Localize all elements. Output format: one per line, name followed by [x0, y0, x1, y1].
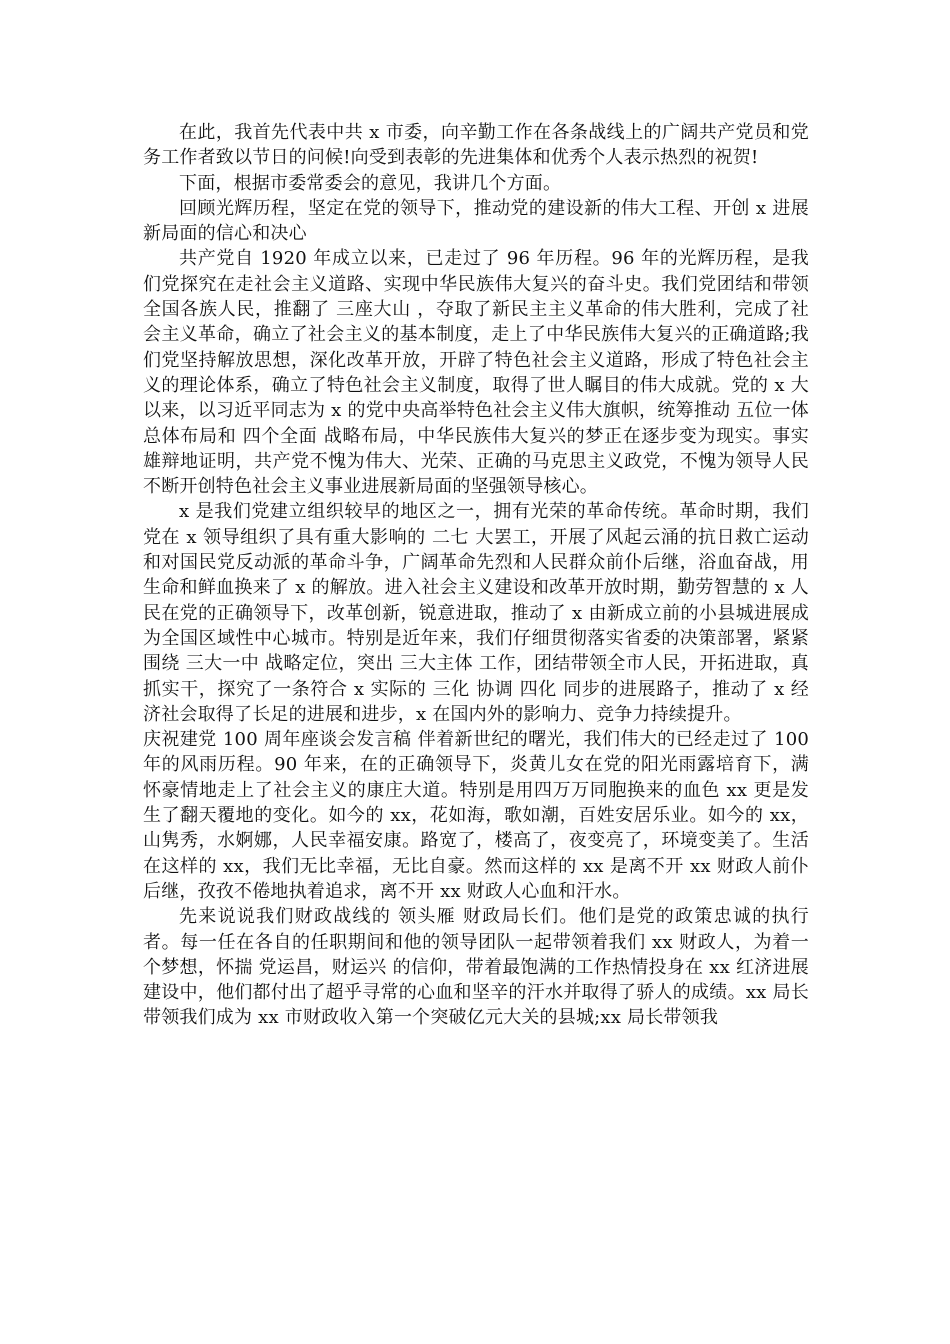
- paragraph-outline: 下面，根据市委常委会的意见，我讲几个方面。: [179, 172, 562, 194]
- paragraph-local-history: x 是我们党建立组织较早的地区之一，拥有光荣的革命传统。革命时期，我们党在 x 领导组织了具有重大影响的 二七 大罢工，开展了风起云涌的抗日救亡运动和对国民党反动派的革命斗争，广阔革命先烈和人民群众前仆后继，浴血奋战，用生命和鲜血换来了 x 的解放。进入社会主义建设和改革开放时期，勤劳智慧的 x 人民在党的正确领导下，改革创新，锐意进取，推动了 x 由新成立前的小县城进展成为全国区域性中心城市。特别是近年来，我们仔细贯彻落实省委的决策部署，紧紧围绕 三大一中 战略定位，突出 三大主体 工作，团结带领全市人民，开拓进取，真抓实干，探究了一条符合 x 实际的 三化 协调 四化 同步的进展路子，推动了 x 经济社会取得了长足的进展和进步，x 在国内外的影响力、竞争力持续提升。: [143, 501, 809, 725]
- paragraph-party-history: 共产党自 1920 年成立以来，已走过了 96 年历程。96 年的光辉历程，是我们党探究在走社会主义道路、实现中华民族伟大复兴的奋斗史。我们党团结和带领全国各族人民，推翻了 三座大山 ，夺取了新民主主义革命的伟大胜利，完成了社会主义革命，确立了社会主义的基本制度，走上了中华民族伟大复兴的正确道路;我们党坚持解放思想，深化改革开放，开辟了特色社会主义道路，形成了特色社会主义的理论体系，确立了特色社会主义制度，取得了世人瞩目的伟大成就。党的 x 大以来，以习近平同志为 x 的党中央高举特色社会主义伟大旗帜，统筹推动 五位一体 总体布局和 四个全面 战略布局，中华民族伟大复兴的梦正在逐步变为现实。事实雄辩地证明，共产党不愧为伟大、光荣、正确的马克思主义政党，不愧为领导人民不断开创特色社会主义事业进展新局面的坚强领导核心。: [143, 248, 809, 498]
- paragraph-centenary: 庆祝建党 100 周年座谈会发言稿 伴着新世纪的曙光，我们伟大的已经走过了 100 年的风雨历程。90 年来，在的正确领导下，炎黄儿女在党的阳光雨露培育下，满怀豪情地走上了社会主义的康庄大道。特别是用四万万同胞换来的血色 xx 更是发生了翻天覆地的变化。如今的 xx，花如海，歌如潮，百姓安居乐业。如今的 xx，山隽秀，水婀娜，人民幸福安康。路宽了，楼高了，夜变亮了，环境变美了。生活在这样的 xx，我们无比幸福，无比自豪。然而这样的 xx 是离不开 xx 财政人前仆后继，孜孜不倦地执着追求，离不开 xx 财政人心血和汗水。: [143, 729, 809, 902]
- paragraph-greeting: 在此，我首先代表中共 x 市委，向辛勤工作在各条战线上的广阔共产党员和党务工作者致以节日的问候!向受到表彰的先进集体和优秀个人表示热烈的祝贺!: [143, 122, 809, 169]
- paragraph-finance-leaders: 先来说说我们财政战线的 领头雁 财政局长们。他们是党的政策忠诚的执行者。每一任在各自的任职期间和他的领导团队一起带领着我们 xx 财政人，为着一个梦想，怀揣 党运昌，财运兴 的信仰，带着最饱满的工作热情投身在 xx 红济进展建设中，他们都付出了超乎寻常的心血和坚辛的汗水并取得了骄人的成绩。xx 局长带领我们成为 xx 市财政收入第一个突破亿元大关的县城;xx 局长带领我: [143, 906, 809, 1029]
- paragraph-section-heading: 回顾光辉历程，坚定在党的领导下，推动党的建设新的伟大工程、开创 x 进展新局面的信心和决心: [143, 197, 809, 245]
- document-body: [143, 120, 809, 1031]
